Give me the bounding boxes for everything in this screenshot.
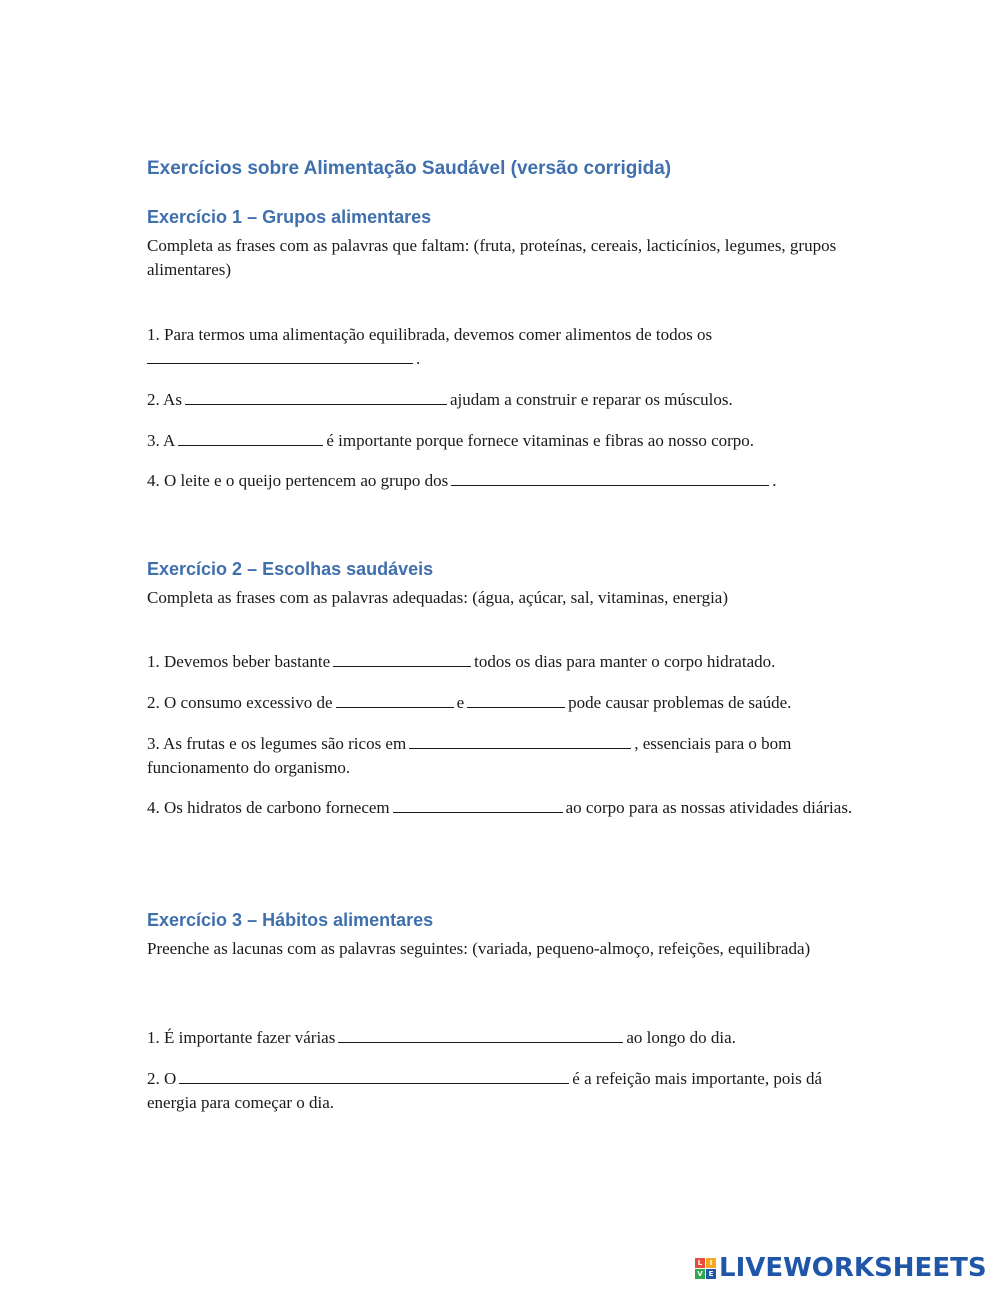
brand-name: LIVEWORKSHEETS <box>719 1253 987 1283</box>
logo-block-l: L <box>695 1258 705 1268</box>
ex3-question-2 <box>147 1067 859 1115</box>
exercise-1-instruction: Completa as frases com as palavras que faltam: (fruta, proteínas, cereais, lacticínios, legumes, grupos alimentares) <box>147 236 837 279</box>
ex3-q2-text-a: 2. O <box>147 1069 177 1088</box>
ex2-q3-text-a: 3. As frutas e os legumes são ricos em <box>147 734 407 753</box>
ex3-q1-blank[interactable] <box>338 1028 623 1043</box>
logo-block-e: E <box>706 1269 716 1279</box>
ex1-q2-text-b: ajudam a construir e reparar os músculos. <box>449 390 733 409</box>
ex1-q4-end: . <box>772 471 777 490</box>
ex2-q1-text-a: 1. Devemos beber bastante <box>147 652 331 671</box>
page-title: Exercícios sobre Alimentação Saudável (versão corrigida) <box>147 158 672 179</box>
ex1-q1-end: . <box>416 349 421 368</box>
exercise-3-instruction: Preenche as lacunas com as palavras seguintes: (variada, pequeno-almoço, refeições, equilibrada) <box>147 939 811 958</box>
exercise-2-heading: Exercício 2 – Escolhas saudáveis <box>147 559 434 579</box>
ex1-question-3 <box>147 429 859 453</box>
ex1-q3-blank[interactable] <box>178 431 323 446</box>
ex1-q4-blank[interactable] <box>451 471 769 486</box>
ex1-question-2 <box>147 388 859 412</box>
logo-blocks-icon <box>695 1258 716 1279</box>
exercise-1-heading: Exercício 1 – Grupos alimentares <box>147 207 432 227</box>
exercise-3-heading: Exercício 3 – Hábitos alimentares <box>147 910 434 930</box>
ex2-q4-blank[interactable] <box>393 798 563 813</box>
ex1-q3-text-b: é importante porque fornece vitaminas e fibras ao nosso corpo. <box>326 431 755 450</box>
ex1-question-1 <box>147 323 859 371</box>
ex2-q2-text-c: pode causar problemas de saúde. <box>568 693 792 712</box>
logo-block-v: V <box>695 1269 705 1279</box>
ex2-question-2 <box>147 691 859 715</box>
ex1-question-4 <box>147 469 859 493</box>
ex1-q3-text-a: 3. A <box>147 431 176 450</box>
ex2-q3-blank[interactable] <box>409 734 631 749</box>
ex3-q1-text-a: 1. É importante fazer várias <box>147 1028 336 1047</box>
ex2-q1-blank[interactable] <box>333 652 471 667</box>
ex2-q4-text-a: 4. Os hidratos de carbono fornecem <box>147 798 390 817</box>
exercise-2-instruction: Completa as frases com as palavras adequadas: (água, açúcar, sal, vitaminas, energia) <box>147 588 729 607</box>
ex2-q2-blank-2[interactable] <box>467 693 565 708</box>
ex3-q1-text-b: ao longo do dia. <box>626 1028 736 1047</box>
ex1-q1-blank[interactable] <box>147 349 413 364</box>
liveworksheets-logo[interactable] <box>695 1252 987 1284</box>
ex2-question-1 <box>147 650 859 674</box>
ex1-q2-blank[interactable] <box>185 390 447 405</box>
ex1-q1-text: 1. Para termos uma alimentação equilibrada, devemos comer alimentos de todos os <box>147 325 713 344</box>
ex2-q1-text-b: todos os dias para manter o corpo hidratado. <box>474 652 776 671</box>
ex3-question-1 <box>147 1026 859 1050</box>
ex2-q2-blank-1[interactable] <box>336 693 454 708</box>
ex3-q2-text-b: é a refeição mais importante, pois dá energia para começar o dia. <box>147 1069 822 1112</box>
logo-block-i: I <box>706 1258 716 1268</box>
ex2-q3-text-b: , essenciais para o bom funcionamento do organismo. <box>147 734 792 777</box>
ex2-question-4 <box>147 796 859 820</box>
ex2-q4-text-b: ao corpo para as nossas atividades diárias. <box>565 798 853 817</box>
ex2-q2-text-b: e <box>456 693 465 712</box>
ex1-q2-text-a: 2. As <box>147 390 182 409</box>
ex2-q2-text-a: 2. O consumo excessivo de <box>147 693 333 712</box>
ex1-q4-text-a: 4. O leite e o queijo pertencem ao grupo dos <box>147 471 449 490</box>
ex3-q2-blank[interactable] <box>179 1069 569 1084</box>
ex2-question-3 <box>147 732 859 780</box>
